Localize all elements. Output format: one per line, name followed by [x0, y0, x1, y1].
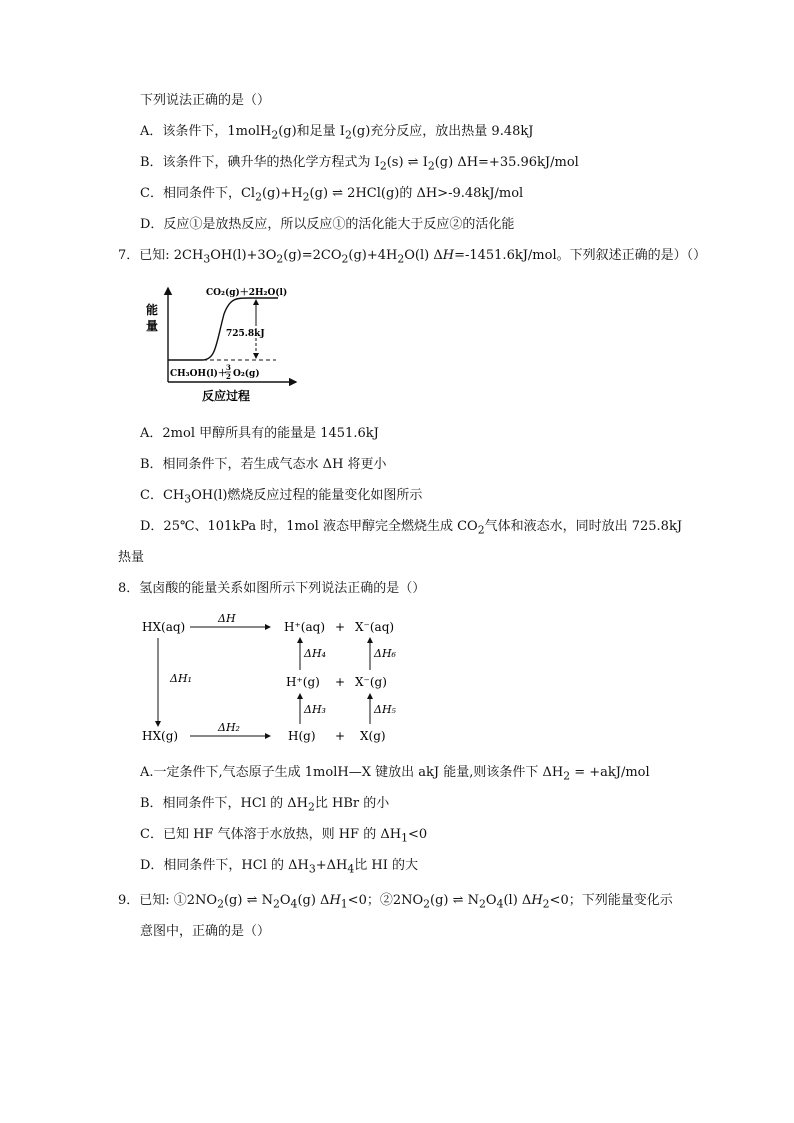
- label-dH5: ΔH₅: [374, 703, 396, 716]
- energy-value-label: 725.8kJ: [226, 329, 265, 339]
- q7-option-d[interactable]: D．25℃、101kPa 时，1mol 液态甲醇完全燃烧生成 $CO_2$气体和液态水，同时放出 725.8kJ: [140, 519, 683, 537]
- x-aq: X⁻(aq): [355, 620, 395, 634]
- q6-option-b[interactable]: B．该条件下，碘升华的热化学方程式为 $I_2(s)$ ⇌ $I_2(g)$ ΔH=+35.96kJ/mol: [140, 155, 579, 173]
- hx-g: HX(g): [142, 729, 179, 743]
- products-label: CO₂(g)＋2H₂O(l): [206, 288, 288, 298]
- hx-aq: HX(aq): [142, 620, 186, 634]
- q8-option-c[interactable]: C．已知 HF 气体溶于水放热，则 HF 的 $\Delta H_1<0$: [140, 827, 428, 845]
- q7-option-c[interactable]: C．$CH_3OH(l)$燃烧反应过程的能量变化如图所示: [140, 488, 423, 506]
- q9-stem-line2: 意图中，正确的是（）: [140, 924, 271, 939]
- y-axis-label-1: 能: [146, 303, 159, 317]
- q7-energy-diagram: [146, 284, 296, 404]
- q8-stem: 8．氢卤酸的能量关系如图所示下列说法正确的是（）: [118, 581, 426, 596]
- q6-option-a[interactable]: A．该条件下，1molH$_2$(g)和足量 $I_2(g)$充分反应，放出热量 9.48kJ: [140, 124, 534, 142]
- q9-stem-line1: 9．已知: $①2NO_2(g)$ ⇌ $N_2O_4(g)$ $\Delta H_1<0$；$②2NO_2(g)$ ⇌ $N_2O_4(l)$ $\Delta H_2<0$；下列能量变化示: [118, 893, 673, 911]
- q7-option-a[interactable]: A．2mol 甲醇所具有的能量是 1451.6kJ: [140, 426, 379, 441]
- reactants-label-right: O₂(g): [233, 369, 260, 379]
- plus-mid: +: [335, 675, 346, 689]
- x-g: X(g): [360, 729, 386, 743]
- q6-stem: 下列说法正确的是（）: [140, 93, 271, 108]
- plus-top: +: [335, 620, 346, 634]
- label-dH: ΔH: [218, 612, 236, 625]
- label-dH3: ΔH₃: [304, 703, 326, 716]
- fraction-numerator: 3: [226, 363, 231, 372]
- h-g-ion: H⁺(g): [286, 675, 320, 689]
- q8-option-b[interactable]: B．相同条件下，HCl 的 $\Delta H_2$比 HBr 的小: [140, 796, 390, 814]
- x-axis-label: 反应过程: [202, 389, 251, 403]
- label-dH4: ΔH₄: [304, 647, 326, 660]
- q8-energy-cycle: [140, 612, 420, 752]
- fraction-denominator: 2: [226, 372, 231, 381]
- q6-option-c[interactable]: C．相同条件下，$Cl_2(g)+H_2(g)$ ⇌ 2HCl(g)的 ΔH>-9.48kJ/mol: [140, 186, 524, 204]
- label-dH1: ΔH₁: [170, 672, 192, 685]
- q8-option-a[interactable]: A.一定条件下,气态原子生成 1molH—X 键放出 akJ 能量,则该条件下 $\Delta H_2 = +akJ/mol$: [140, 765, 650, 783]
- y-axis-label-2: 量: [146, 319, 159, 333]
- plus-bottom: +: [335, 729, 346, 743]
- h-aq: H⁺(aq): [284, 620, 325, 634]
- label-dH2: ΔH₂: [218, 721, 240, 734]
- q7-stem: 7．已知: $2CH_3OH(l)+3O_2(g)=2CO_2(g)+4H_2O(l)$ ΔH=-1451.6kJ/mol。下列叙述正确的是）（）: [118, 248, 707, 266]
- x-g-ion: X⁻(g): [355, 675, 387, 689]
- q8-option-d[interactable]: D．相同条件下，HCl 的 $\Delta H_3+\Delta H_4$比 HI 的大: [140, 858, 419, 876]
- q6-option-d[interactable]: D．反应①是放热反应，所以反应①的活化能大于反应②的活化能: [140, 217, 515, 232]
- label-dH6: ΔH₆: [374, 647, 396, 660]
- reactants-label-left: CH₃OH(l)＋: [170, 369, 227, 379]
- q7-option-b[interactable]: B．相同条件下，若生成气态水 ΔH 将更小: [140, 457, 387, 472]
- h-g: H(g): [288, 729, 316, 743]
- q7-option-d-continued: 热量: [118, 550, 145, 565]
